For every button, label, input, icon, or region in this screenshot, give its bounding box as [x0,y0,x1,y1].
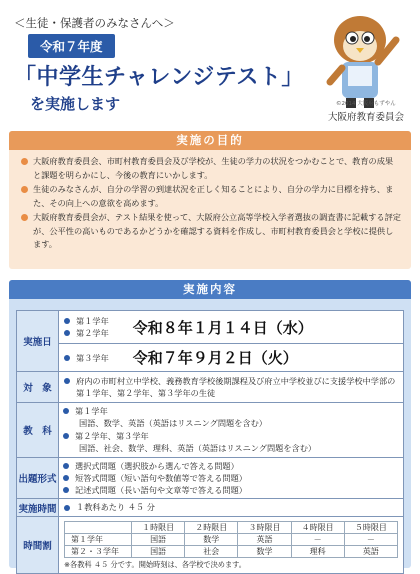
audience-note: ＜生徒・保護者のみなさんへ＞ [14,16,175,30]
subjects-g23: 国語、社会、数学、理科、英語（英語はリスニング問題を含む） [79,443,317,453]
target-text: 府内の市町村立中学校、義務教育学校後期課程及び府立中学校並びに支援学校中学部の第１学年、第２学年、第３学年の生徒 [76,376,396,398]
content-heading: 実施内容 [9,280,411,299]
bullet-icon [63,475,69,481]
timetable-note: ※各教科 ４５ 分です。開始時刻は、各学校で決めます。 [64,560,246,569]
purpose-item: 生徒のみなさんが、自分の学習の到達状況を正しく知ることにより、自分の学力に目標を持ち、また、その向上への意欲を高めます。 [19,183,401,210]
bullet-icon [63,408,69,414]
table-row: 第２・３学年 国語 社会 数学 理科 英語 [65,546,398,558]
bullet-icon [63,487,69,493]
dates-label: 実施日 [17,311,59,372]
period-header: ３時限目 [238,522,291,534]
organization-name: 大阪府教育委員会 [328,112,405,123]
bullet-icon [63,433,69,439]
test-date-g12: 令和８年１月１４日（水） [132,318,313,337]
purpose-item: 大阪府教育委員会、市町村教育委員会及び学校が、生徒の学力の状況をつかむことで、教育の成果と課題を明らかにし、今後の教育にいかします。 [19,155,401,182]
duration-text: １教科あたり ４５ 分 [76,502,155,512]
bullet-icon [21,214,28,221]
period-header: １時限目 [132,522,185,534]
year-badge: 令和７年度 [28,34,115,58]
table-row: 第１学年 国語 数学 英語 － － [65,534,398,546]
bullet-icon [63,463,69,469]
bullet-icon [64,378,70,384]
subjects-label: 教 科 [17,403,59,458]
subjects-g1: 国語、数学、英語（英語はリスニング問題を含む） [79,418,267,428]
duration-label: 実施時間 [17,499,59,517]
purpose-section [9,131,411,269]
content-section [9,280,411,568]
bullet-icon [64,355,70,361]
page-subtitle: を実施します [30,95,121,113]
period-header: ５時限目 [344,522,397,534]
bullet-icon [64,318,70,324]
timetable-label: 時間割 [17,517,59,574]
format-label: 出題形式 [17,458,59,499]
bullet-icon [64,505,70,511]
details-table: 実施日 第１学年 第２学年 令和８年１月１４日（水） 第３学年 令和７年９月２日（火） 対 象 府内の市町村立中学校、義務教育学校後期課程及び府立中学校並びに支援学校中学部の第１学年、第２学年、第３学年の生徒 教 科 第１学年 国語、数学、英語（英語はリスニング問題を含む） 第２学年、第３学年 国語、社会、数学、理科、英語（英語はリスニング問題を含む） 出題形式 選択式問題（選択肢から選んで答える問題） 短答式問題（短い語句や数値等で答える問題） 記述式問題（長い語句や文章等で答える問題） 実施時間 １教科あたり ４５ 分 時間割 １時限目 ２時限目 ３時限目 ４時限目 ５時限目 第１学年 国語 数学 英語 － － 第２・３学年 国語 社会 数学 理科 英語 ※各教科 ４５ 分です。開始時刻は、各学校で決めます。 [16,310,404,574]
copyright-text: ©2014 大阪府もずやん [336,101,396,107]
period-header: ４時限目 [291,522,344,534]
test-date-g3: 令和７年９月２日（火） [132,349,298,367]
mascot-illustration [300,2,412,112]
period-header: ２時限目 [185,522,238,534]
timetable [64,521,398,558]
target-label: 対 象 [17,372,59,403]
page-title: 「中学生チャレンジテスト」 [14,65,304,90]
purpose-heading: 実施の目的 [9,131,411,150]
purpose-item: 大阪府教育委員会が、テスト結果を使って、大阪府公立高等学校入学者選抜の調査書に記載する評定が、公平性の高いものであるかどうかを確認する資料を作成し、市町村教育委員会と学校に提供します。 [19,211,401,252]
bullet-icon [21,158,28,165]
bullet-icon [21,186,28,193]
bullet-icon [64,330,70,336]
